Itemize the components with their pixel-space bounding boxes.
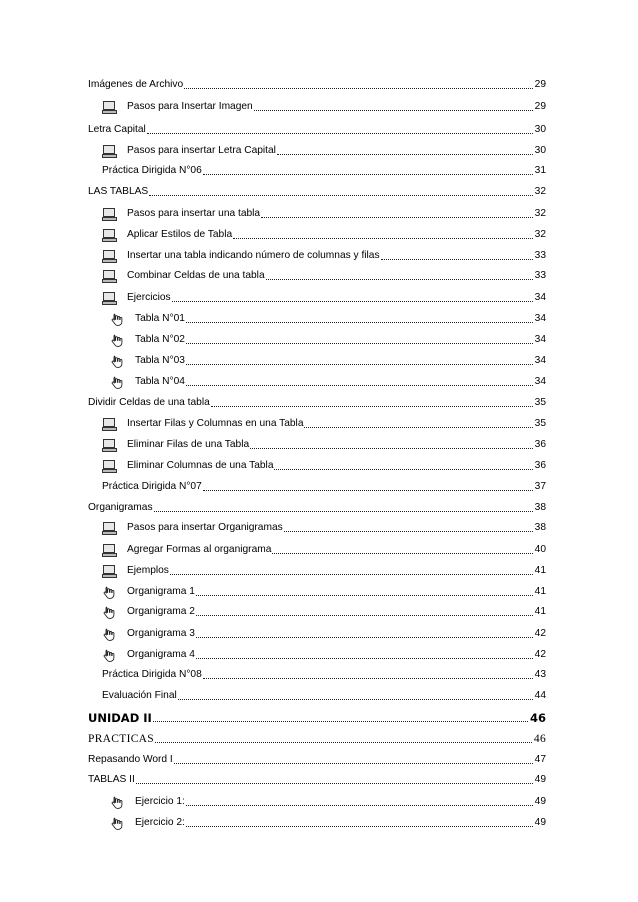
dot-leader <box>186 313 533 323</box>
dot-leader <box>203 669 533 679</box>
toc-entry-page-number: 40 <box>534 544 546 555</box>
toc-entry-title: LAS TABLAS <box>88 186 149 197</box>
hand-pointer-icon <box>102 649 116 661</box>
dot-leader <box>203 481 533 491</box>
toc-entry[interactable] <box>88 770 546 786</box>
computer-icon <box>102 229 116 241</box>
toc-entry-title: Ejercicios <box>127 292 171 303</box>
toc-entry[interactable] <box>88 750 546 766</box>
toc-entry[interactable] <box>110 309 546 325</box>
dot-leader <box>196 649 533 659</box>
toc-entry[interactable] <box>88 729 546 745</box>
toc-entry[interactable] <box>102 225 546 241</box>
toc-entry-page-number: 46 <box>529 711 546 725</box>
toc-entry-title: Dividir Celdas de una tabla <box>88 397 210 408</box>
toc-entry[interactable] <box>102 414 546 430</box>
toc-entry-page-number: 29 <box>534 79 546 90</box>
toc-entry-page-number: 36 <box>534 460 546 471</box>
toc-entry[interactable] <box>110 351 546 367</box>
toc-entry[interactable] <box>102 435 546 451</box>
toc-entry[interactable] <box>102 266 546 282</box>
toc-entry-page-number: 42 <box>534 628 546 639</box>
toc-entry-page-number: 34 <box>534 334 546 345</box>
dot-leader <box>381 250 533 260</box>
dot-leader <box>304 418 532 428</box>
toc-entry[interactable] <box>88 498 546 514</box>
toc-entry-title: Eliminar Columnas de una Tabla <box>127 460 274 471</box>
dot-leader <box>250 439 533 449</box>
toc-entry-title: Organigramas <box>88 502 153 513</box>
toc-entry[interactable] <box>110 330 546 346</box>
toc-entry-page-number: 35 <box>534 397 546 408</box>
computer-icon <box>102 270 116 282</box>
dot-leader <box>174 754 533 764</box>
toc-entry[interactable] <box>110 792 546 808</box>
dot-leader <box>274 460 532 470</box>
toc-entry-title: Eliminar Filas de una Tabla <box>127 439 250 450</box>
dot-leader <box>178 690 533 700</box>
toc-entry-page-number: 32 <box>534 208 546 219</box>
toc-entry-title: Práctica Dirigida N°08 <box>102 669 202 680</box>
dot-leader <box>261 208 533 218</box>
toc-entry-page-number: 32 <box>534 229 546 240</box>
dot-leader <box>149 186 532 196</box>
hand-pointer-icon <box>110 796 124 808</box>
toc-entry[interactable] <box>102 246 546 262</box>
toc-entry[interactable] <box>102 561 546 577</box>
toc-entry-title: Insertar Filas y Columnas en una Tabla <box>127 418 304 429</box>
toc-entry-title: Agregar Formas al organigrama <box>127 544 272 555</box>
toc-entry[interactable] <box>110 372 546 388</box>
dot-leader <box>254 101 533 111</box>
toc-entry[interactable] <box>88 708 546 724</box>
dot-leader <box>211 397 533 407</box>
dot-leader <box>266 270 533 280</box>
toc-entry[interactable] <box>88 182 546 198</box>
toc-entry-page-number: 49 <box>534 796 546 807</box>
toc-entry-title: Organigrama 2 <box>127 606 195 617</box>
toc-entry-page-number: 46 <box>533 733 546 745</box>
toc-entry-title: Pasos para insertar Letra Capital <box>127 145 276 156</box>
toc-entry-page-number: 34 <box>534 376 546 387</box>
toc-entry-title: TABLAS II <box>88 774 135 785</box>
hand-pointer-icon <box>110 817 124 829</box>
computer-icon <box>102 250 116 262</box>
dot-leader <box>147 124 533 134</box>
toc-entry[interactable] <box>88 120 546 136</box>
toc-entry-page-number: 34 <box>534 355 546 366</box>
toc-entry-title: Insertar una tabla indicando número de columnas y filas <box>127 250 380 261</box>
toc-entry-title: Práctica Dirigida N°06 <box>102 165 202 176</box>
dot-leader <box>136 774 533 784</box>
toc-entry[interactable] <box>102 456 546 472</box>
hand-pointer-icon <box>110 313 124 325</box>
computer-icon <box>102 439 116 451</box>
computer-icon <box>102 145 116 157</box>
toc-entry-title: Ejemplos <box>127 565 169 576</box>
toc-entry[interactable] <box>102 582 546 598</box>
computer-icon <box>102 565 116 577</box>
dot-leader <box>233 229 533 239</box>
toc-entry-page-number: 42 <box>534 649 546 660</box>
toc-entry[interactable] <box>88 393 546 409</box>
toc-entry-title: Pasos para insertar una tabla <box>127 208 261 219</box>
toc-entry-title: UNIDAD II <box>88 711 152 725</box>
toc-entry-page-number: 31 <box>534 165 546 176</box>
toc-entry[interactable] <box>88 75 546 91</box>
toc-entry[interactable] <box>102 477 546 493</box>
toc-entry-page-number: 47 <box>534 754 546 765</box>
toc-entry-title: Ejercicio 2: <box>135 817 185 828</box>
toc-entry-page-number: 41 <box>534 606 546 617</box>
toc-entry-page-number: 41 <box>534 565 546 576</box>
toc-entry-title: Evaluación Final <box>102 690 177 701</box>
toc-entry-page-number: 36 <box>534 439 546 450</box>
toc-entry-title: Tabla N°01 <box>135 313 185 324</box>
toc-entry-title: Ejercicio 1: <box>135 796 185 807</box>
toc-entry-page-number: 38 <box>534 502 546 513</box>
toc-entry-title: Tabla N°03 <box>135 355 185 366</box>
toc-entry-page-number: 49 <box>534 774 546 785</box>
dot-leader <box>154 502 533 512</box>
toc-entry[interactable] <box>102 602 546 618</box>
computer-icon <box>102 292 116 304</box>
dot-leader <box>203 165 533 175</box>
dot-leader <box>272 544 532 554</box>
computer-icon <box>102 208 116 220</box>
dot-leader <box>186 817 533 827</box>
toc-entry[interactable] <box>102 288 546 304</box>
dot-leader <box>184 79 533 89</box>
hand-pointer-icon <box>102 586 116 598</box>
toc-entry-title: Pasos para Insertar Imagen <box>127 101 253 112</box>
dot-leader <box>186 355 533 365</box>
dot-leader <box>196 586 533 596</box>
toc-entry[interactable] <box>102 624 546 640</box>
toc-entry-page-number: 34 <box>534 313 546 324</box>
toc-entry-page-number: 30 <box>534 145 546 156</box>
computer-icon <box>102 418 116 430</box>
toc-entry-page-number: 44 <box>534 690 546 701</box>
dot-leader <box>284 522 533 532</box>
toc-entry[interactable] <box>102 645 546 661</box>
toc-entry-page-number: 37 <box>534 481 546 492</box>
hand-pointer-icon <box>102 628 116 640</box>
toc-entry-page-number: 49 <box>534 817 546 828</box>
hand-pointer-icon <box>110 355 124 367</box>
toc-entry-title: Organigrama 1 <box>127 586 195 597</box>
toc-entry-title: Tabla N°02 <box>135 334 185 345</box>
dot-leader <box>186 334 533 344</box>
toc-entry[interactable] <box>102 665 546 681</box>
toc-entry-page-number: 35 <box>534 418 546 429</box>
dot-leader <box>196 628 533 638</box>
hand-pointer-icon <box>110 376 124 388</box>
toc-entry[interactable] <box>102 518 546 534</box>
toc-entry-title: Aplicar Estilos de Tabla <box>127 229 233 240</box>
dot-leader <box>170 565 533 575</box>
dot-leader <box>196 606 533 616</box>
dot-leader <box>172 292 533 302</box>
computer-icon <box>102 101 116 113</box>
toc-entry-title: Repasando Word I <box>88 754 173 765</box>
toc-entry-title: Organigrama 4 <box>127 649 195 660</box>
toc-entry-page-number: 32 <box>534 186 546 197</box>
toc-entry[interactable] <box>102 161 546 177</box>
toc-entry-page-number: 30 <box>534 124 546 135</box>
hand-pointer-icon <box>110 334 124 346</box>
dot-leader <box>153 712 528 722</box>
toc-entry[interactable] <box>110 813 546 829</box>
toc-entry-page-number: 29 <box>534 101 546 112</box>
hand-pointer-icon <box>102 606 116 618</box>
toc-entry-page-number: 43 <box>534 669 546 680</box>
toc-entry-title: Tabla N°04 <box>135 376 185 387</box>
toc-entry-title: Combinar Celdas de una tabla <box>127 270 265 281</box>
toc-entry-title: Letra Capital <box>88 124 146 135</box>
toc-entry-title: PRACTICAS <box>88 733 154 745</box>
toc-entry-page-number: 33 <box>534 250 546 261</box>
toc-entry-page-number: 38 <box>534 522 546 533</box>
toc-entry[interactable] <box>102 204 546 220</box>
computer-icon <box>102 522 116 534</box>
toc-entry-page-number: 41 <box>534 586 546 597</box>
dot-leader <box>186 376 533 386</box>
computer-icon <box>102 544 116 556</box>
toc-entry-page-number: 34 <box>534 292 546 303</box>
dot-leader <box>186 796 533 806</box>
dot-leader <box>155 733 532 743</box>
toc-entry[interactable] <box>102 97 546 113</box>
toc-entry[interactable] <box>102 686 546 702</box>
toc-entry[interactable] <box>102 141 546 157</box>
toc-entry-title: Imágenes de Archivo <box>88 79 184 90</box>
toc-entry-title: Práctica Dirigida N°07 <box>102 481 202 492</box>
toc-entry-page-number: 33 <box>534 270 546 281</box>
computer-icon <box>102 460 116 472</box>
toc-entry[interactable] <box>102 540 546 556</box>
toc-entry-title: Pasos para insertar Organigramas <box>127 522 283 533</box>
toc-entry-title: Organigrama 3 <box>127 628 195 639</box>
dot-leader <box>277 145 533 155</box>
